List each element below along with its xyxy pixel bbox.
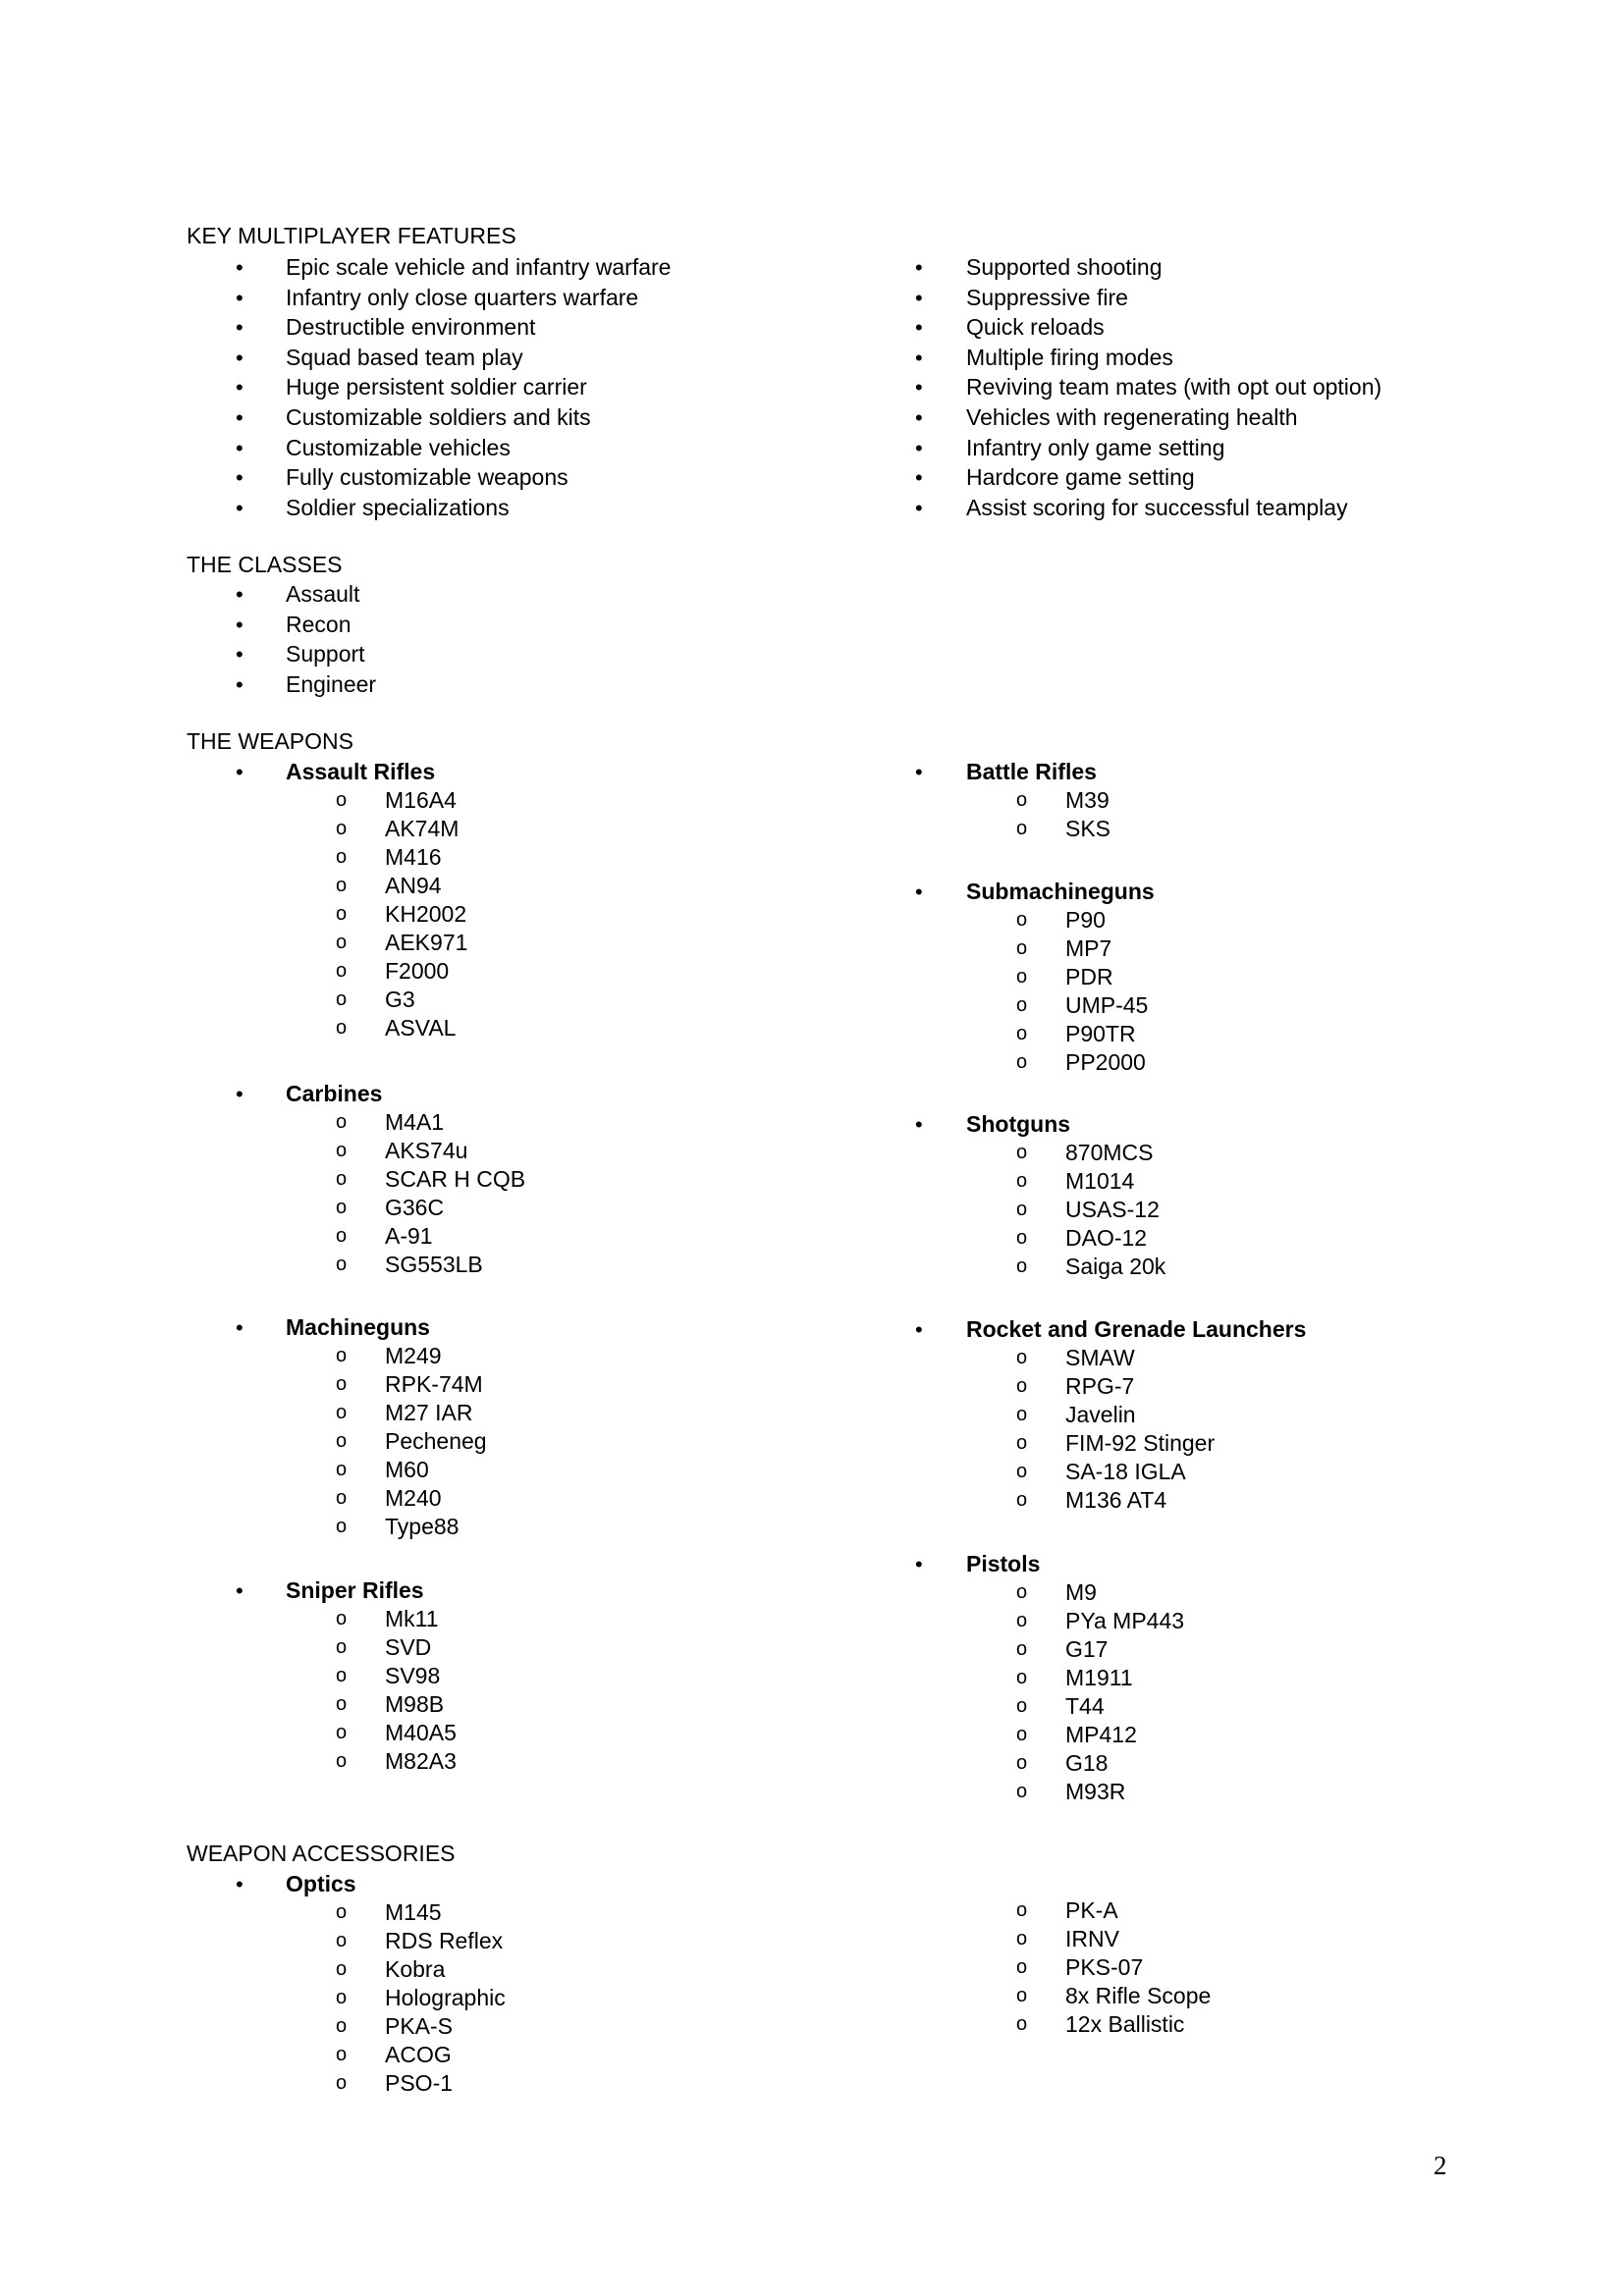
weapon-item: USAS-12 xyxy=(1065,1197,1160,1222)
feature-item: Fully customizable weapons xyxy=(286,464,568,491)
circle-bullet-icon: o xyxy=(336,2044,348,2065)
bullet-icon: • xyxy=(915,1552,923,1576)
weapon-item: M240 xyxy=(385,1485,442,1511)
circle-bullet-icon: o xyxy=(336,1722,348,1743)
optic-item: 12x Ballistic xyxy=(1065,2011,1185,2037)
weapon-item: PDR xyxy=(1065,964,1113,989)
optic-item: PKS-07 xyxy=(1065,1954,1144,1980)
circle-bullet-icon: o xyxy=(336,1225,348,1247)
bullet-icon: • xyxy=(236,375,244,400)
circle-bullet-icon: o xyxy=(1016,1489,1028,1511)
bullet-icon: • xyxy=(915,495,923,520)
circle-bullet-icon: o xyxy=(336,1111,348,1133)
weapon-item: 870MCS xyxy=(1065,1140,1154,1165)
weapon-item: Saiga 20k xyxy=(1065,1254,1166,1279)
weapon-category-title: Assault Rifles xyxy=(286,759,436,784)
page-number: 2 xyxy=(1434,2151,1447,2180)
circle-bullet-icon: o xyxy=(336,1402,348,1423)
optic-item: M145 xyxy=(385,1899,442,1925)
optic-item: IRNV xyxy=(1065,1926,1119,1951)
circle-bullet-icon: o xyxy=(336,1373,348,1395)
circle-bullet-icon: o xyxy=(1016,1255,1028,1277)
weapon-item: RPG-7 xyxy=(1065,1373,1135,1399)
weapon-item: SA-18 IGLA xyxy=(1065,1459,1186,1484)
weapon-category-title: Sniper Rifles xyxy=(286,1577,424,1603)
circle-bullet-icon: o xyxy=(1016,1347,1028,1368)
optic-item: PKA-S xyxy=(385,2013,454,2039)
bullet-icon: • xyxy=(915,285,923,310)
feature-item: Reviving team mates (with opt out option) xyxy=(966,374,1382,400)
weapon-item: Pecheneg xyxy=(385,1428,487,1454)
circle-bullet-icon: o xyxy=(1016,1610,1028,1631)
weapon-item: A-91 xyxy=(385,1223,433,1249)
weapon-item: P90 xyxy=(1065,907,1106,933)
weapon-item: M40A5 xyxy=(385,1720,457,1745)
weapon-item: MP412 xyxy=(1065,1722,1137,1747)
bullet-icon: • xyxy=(915,465,923,491)
feature-item: Infantry only close quarters warfare xyxy=(286,284,639,310)
section-heading-accessories: WEAPON ACCESSORIES xyxy=(187,1841,456,1866)
circle-bullet-icon: o xyxy=(336,1987,348,2008)
bullet-icon: • xyxy=(236,255,244,280)
circle-bullet-icon: o xyxy=(1016,1899,1028,1921)
circle-bullet-icon: o xyxy=(336,1930,348,1951)
circle-bullet-icon: o xyxy=(336,1693,348,1715)
optic-item: PK-A xyxy=(1065,1897,1118,1923)
bullet-icon: • xyxy=(236,760,244,784)
bullet-icon: • xyxy=(236,1315,244,1340)
weapon-item: RPK-74M xyxy=(385,1371,483,1397)
weapon-item: M136 AT4 xyxy=(1065,1487,1167,1513)
weapon-category-title: Machineguns xyxy=(286,1314,430,1340)
circle-bullet-icon: o xyxy=(1016,789,1028,811)
weapon-item: SV98 xyxy=(385,1663,441,1688)
weapon-item: M249 xyxy=(385,1343,442,1368)
weapon-category-title: Battle Rifles xyxy=(966,759,1097,784)
optic-item: RDS Reflex xyxy=(385,1928,504,1953)
circle-bullet-icon: o xyxy=(1016,1724,1028,1745)
circle-bullet-icon: o xyxy=(1016,1781,1028,1802)
circle-bullet-icon: o xyxy=(1016,1432,1028,1454)
circle-bullet-icon: o xyxy=(1016,966,1028,988)
circle-bullet-icon: o xyxy=(336,1516,348,1537)
weapon-item: T44 xyxy=(1065,1693,1105,1719)
weapon-item: SMAW xyxy=(1065,1345,1135,1370)
weapon-item: AK74M xyxy=(385,816,460,841)
optic-item: Kobra xyxy=(385,1956,446,1982)
weapon-category-title: Carbines xyxy=(286,1081,383,1106)
weapon-item: Javelin xyxy=(1065,1402,1136,1427)
weapon-item: P90TR xyxy=(1065,1021,1136,1046)
feature-item: Quick reloads xyxy=(966,314,1105,341)
circle-bullet-icon: o xyxy=(336,1665,348,1686)
bullet-icon: • xyxy=(236,285,244,310)
weapon-category-title: Shotguns xyxy=(966,1111,1071,1137)
bullet-icon: • xyxy=(236,671,244,697)
class-item: Engineer xyxy=(286,670,377,697)
weapon-item: M93R xyxy=(1065,1779,1126,1804)
bullet-icon: • xyxy=(915,375,923,400)
class-item: Recon xyxy=(286,611,352,637)
circle-bullet-icon: o xyxy=(336,1197,348,1218)
circle-bullet-icon: o xyxy=(1016,1752,1028,1774)
circle-bullet-icon: o xyxy=(1016,1170,1028,1192)
weapon-item: M27 IAR xyxy=(385,1400,473,1425)
feature-item: Customizable soldiers and kits xyxy=(286,404,591,430)
optic-item: ACOG xyxy=(385,2042,452,2067)
weapon-item: AEK971 xyxy=(385,930,468,955)
circle-bullet-icon: o xyxy=(1016,1461,1028,1482)
circle-bullet-icon: o xyxy=(336,2072,348,2094)
feature-item: Epic scale vehicle and infantry warfare xyxy=(286,254,672,280)
circle-bullet-icon: o xyxy=(336,1017,348,1039)
circle-bullet-icon: o xyxy=(336,2015,348,2037)
bullet-icon: • xyxy=(236,612,244,637)
weapon-item: SKS xyxy=(1065,816,1111,841)
optic-item: PSO-1 xyxy=(385,2070,454,2096)
weapon-item: SG553LB xyxy=(385,1252,483,1277)
circle-bullet-icon: o xyxy=(1016,1695,1028,1717)
circle-bullet-icon: o xyxy=(336,1140,348,1161)
weapon-item: Type88 xyxy=(385,1514,460,1539)
weapon-category-title: Submachineguns xyxy=(966,879,1155,904)
circle-bullet-icon: o xyxy=(336,818,348,839)
circle-bullet-icon: o xyxy=(336,1168,348,1190)
weapon-item: AKS74u xyxy=(385,1138,468,1163)
feature-item: Destructible environment xyxy=(286,314,536,341)
circle-bullet-icon: o xyxy=(1016,2013,1028,2035)
weapon-category-title: Pistols xyxy=(966,1551,1041,1576)
weapon-item: M4A1 xyxy=(385,1109,445,1135)
bullet-icon: • xyxy=(236,345,244,370)
feature-item: Multiple firing modes xyxy=(966,344,1173,370)
bullet-icon: • xyxy=(236,1872,244,1896)
weapon-category-title: Rocket and Grenade Launchers xyxy=(966,1316,1307,1342)
weapon-item: Mk11 xyxy=(385,1606,439,1631)
feature-item: Vehicles with regenerating health xyxy=(966,404,1298,430)
bullet-icon: • xyxy=(915,760,923,784)
weapon-item: M1911 xyxy=(1065,1665,1133,1690)
circle-bullet-icon: o xyxy=(1016,1667,1028,1688)
circle-bullet-icon: o xyxy=(1016,1051,1028,1073)
bullet-icon: • xyxy=(236,465,244,491)
weapon-item: G3 xyxy=(385,987,415,1012)
weapon-item: FIM-92 Stinger xyxy=(1065,1430,1216,1456)
circle-bullet-icon: o xyxy=(1016,1404,1028,1425)
circle-bullet-icon: o xyxy=(1016,1023,1028,1044)
bullet-icon: • xyxy=(915,345,923,370)
circle-bullet-icon: o xyxy=(1016,1227,1028,1249)
circle-bullet-icon: o xyxy=(336,1459,348,1480)
circle-bullet-icon: o xyxy=(1016,818,1028,839)
circle-bullet-icon: o xyxy=(1016,909,1028,931)
circle-bullet-icon: o xyxy=(336,1958,348,1980)
feature-item: Huge persistent soldier carrier xyxy=(286,374,587,400)
feature-item: Customizable vehicles xyxy=(286,434,511,460)
circle-bullet-icon: o xyxy=(336,789,348,811)
weapon-item: SCAR H CQB xyxy=(385,1166,526,1192)
weapon-item: M1014 xyxy=(1065,1168,1135,1194)
weapon-item: DAO-12 xyxy=(1065,1225,1148,1251)
weapon-item: G18 xyxy=(1065,1750,1109,1776)
circle-bullet-icon: o xyxy=(1016,994,1028,1016)
circle-bullet-icon: o xyxy=(1016,1928,1028,1949)
class-item: Assault xyxy=(286,581,360,607)
circle-bullet-icon: o xyxy=(1016,1638,1028,1660)
feature-item: Assist scoring for successful teamplay xyxy=(966,494,1348,520)
bullet-icon: • xyxy=(915,435,923,460)
feature-item: Squad based team play xyxy=(286,344,523,370)
bullet-icon: • xyxy=(915,315,923,341)
weapon-item: AN94 xyxy=(385,873,442,898)
weapon-item: G36C xyxy=(385,1195,445,1220)
circle-bullet-icon: o xyxy=(336,932,348,953)
feature-item: Soldier specializations xyxy=(286,494,510,520)
circle-bullet-icon: o xyxy=(1016,1985,1028,2006)
bullet-icon: • xyxy=(236,582,244,607)
weapon-item: ASVAL xyxy=(385,1015,457,1041)
weapon-item: M60 xyxy=(385,1457,429,1482)
weapon-item: MP7 xyxy=(1065,935,1112,961)
weapon-item: PYa MP443 xyxy=(1065,1608,1185,1633)
bullet-icon: • xyxy=(236,495,244,520)
circle-bullet-icon: o xyxy=(336,1254,348,1275)
bullet-icon: • xyxy=(236,435,244,460)
circle-bullet-icon: o xyxy=(336,1750,348,1772)
circle-bullet-icon: o xyxy=(336,846,348,868)
weapon-item: M98B xyxy=(385,1691,445,1717)
bullet-icon: • xyxy=(915,880,923,904)
circle-bullet-icon: o xyxy=(336,988,348,1010)
weapon-item: PP2000 xyxy=(1065,1049,1146,1075)
bullet-icon: • xyxy=(236,1578,244,1603)
bullet-icon: • xyxy=(915,1112,923,1137)
optics-title: Optics xyxy=(286,1871,356,1896)
circle-bullet-icon: o xyxy=(336,1608,348,1629)
weapon-item: KH2002 xyxy=(385,901,467,927)
circle-bullet-icon: o xyxy=(336,1430,348,1452)
feature-item: Suppressive fire xyxy=(966,284,1128,310)
weapon-item: M9 xyxy=(1065,1579,1097,1605)
circle-bullet-icon: o xyxy=(1016,1581,1028,1603)
weapon-item: M16A4 xyxy=(385,787,457,813)
circle-bullet-icon: o xyxy=(336,1901,348,1923)
weapon-item: M82A3 xyxy=(385,1748,457,1774)
circle-bullet-icon: o xyxy=(336,1487,348,1509)
circle-bullet-icon: o xyxy=(336,960,348,982)
optic-item: 8x Rifle Scope xyxy=(1065,1983,1212,2008)
weapon-item: F2000 xyxy=(385,958,450,984)
bullet-icon: • xyxy=(915,405,923,430)
section-heading-classes: THE CLASSES xyxy=(187,552,343,577)
circle-bullet-icon: o xyxy=(336,903,348,925)
bullet-icon: • xyxy=(915,1317,923,1342)
circle-bullet-icon: o xyxy=(336,1636,348,1658)
circle-bullet-icon: o xyxy=(1016,1956,1028,1978)
weapon-item: G17 xyxy=(1065,1636,1109,1662)
weapon-item: UMP-45 xyxy=(1065,992,1149,1018)
bullet-icon: • xyxy=(236,315,244,341)
bullet-icon: • xyxy=(236,1082,244,1106)
bullet-icon: • xyxy=(236,405,244,430)
circle-bullet-icon: o xyxy=(336,1345,348,1366)
circle-bullet-icon: o xyxy=(1016,1375,1028,1397)
feature-item: Hardcore game setting xyxy=(966,464,1195,491)
circle-bullet-icon: o xyxy=(1016,937,1028,959)
feature-item: Supported shooting xyxy=(966,254,1163,280)
section-heading-weapons: THE WEAPONS xyxy=(187,728,353,754)
weapon-item: SVD xyxy=(385,1634,432,1660)
circle-bullet-icon: o xyxy=(1016,1142,1028,1163)
feature-item: Infantry only game setting xyxy=(966,434,1225,460)
circle-bullet-icon: o xyxy=(1016,1199,1028,1220)
circle-bullet-icon: o xyxy=(336,875,348,896)
bullet-icon: • xyxy=(915,255,923,280)
optic-item: Holographic xyxy=(385,1985,506,2010)
bullet-icon: • xyxy=(236,642,244,667)
section-heading-key-features: KEY MULTIPLAYER FEATURES xyxy=(187,223,516,248)
class-item: Support xyxy=(286,641,365,667)
weapon-item: M39 xyxy=(1065,787,1110,813)
weapon-item: M416 xyxy=(385,844,442,870)
